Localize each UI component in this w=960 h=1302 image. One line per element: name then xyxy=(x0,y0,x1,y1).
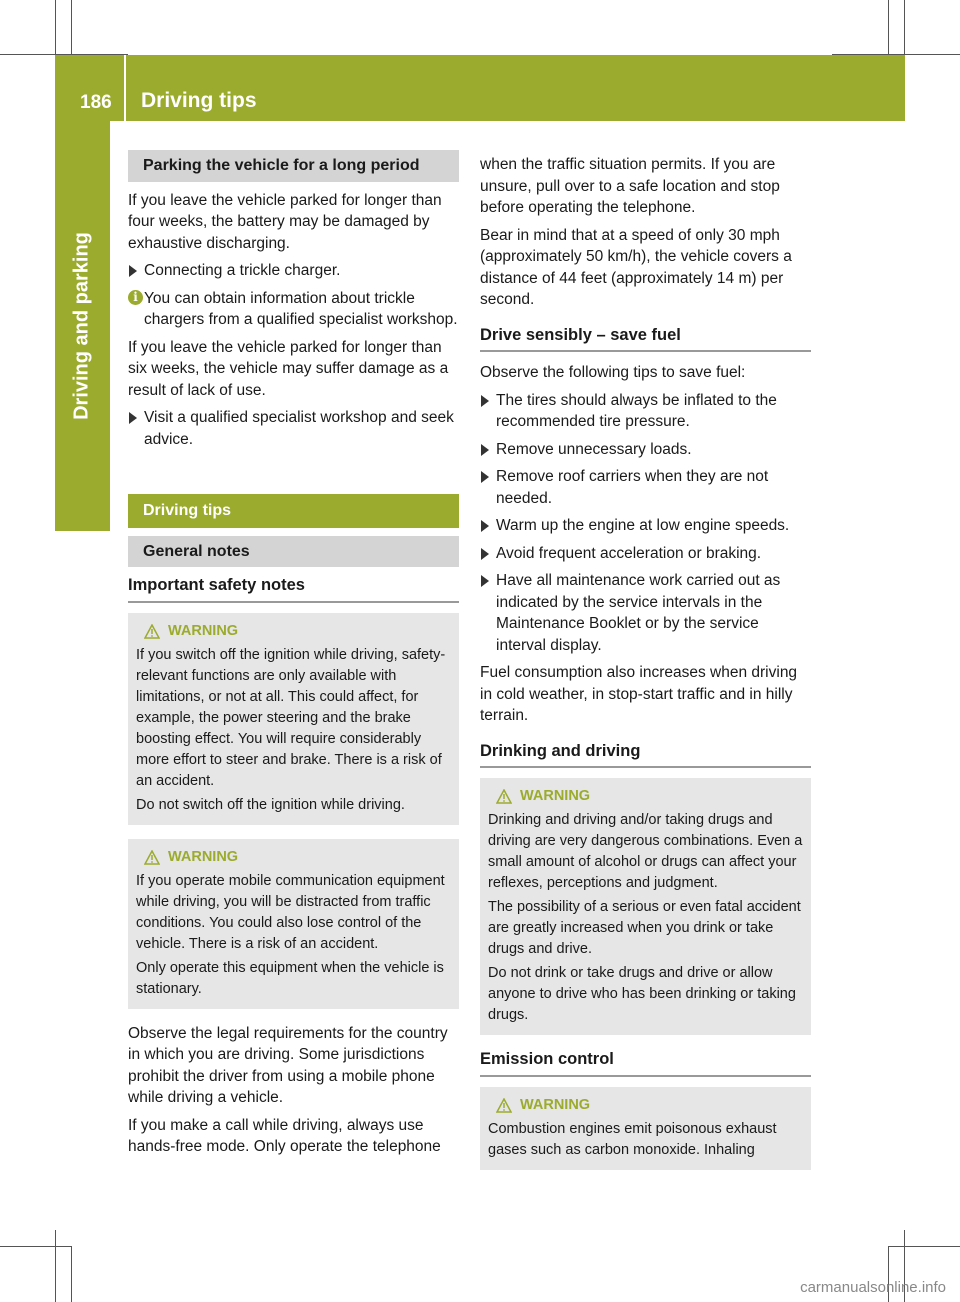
step-item xyxy=(480,466,811,509)
paragraph: If you make a call while driving, always use hands-free mode. Only operate the telephone xyxy=(128,1116,441,1155)
subheading-save-fuel: Drive sensibly – save fuel xyxy=(480,325,811,353)
paragraph: when the traffic situation permits. If you are unsure, pull over to a safe location and stop before operating the telephone. xyxy=(480,156,780,216)
warning-box xyxy=(128,839,459,1009)
section-heading-parking: Parking the vehicle for a long period xyxy=(128,150,459,182)
step-item xyxy=(480,439,811,461)
watermark: carmanualsonline.info xyxy=(800,1279,946,1296)
warning-text: Do not switch off the ignition while driving. xyxy=(136,796,405,813)
warning-title xyxy=(488,786,803,807)
crop-mark xyxy=(888,0,889,55)
warning-box xyxy=(128,613,459,825)
side-tab-label: Driving and parking xyxy=(70,232,93,420)
warning-text: If you operate mobile communication equipment while driving, you will be distracted from traffic conditions. You could also lose control of the vehicle. There is a risk of an accident. xyxy=(136,872,445,952)
section-heading-general-notes: General notes xyxy=(128,536,459,568)
step-item xyxy=(128,407,459,450)
warning-text: Combustion engines emit poisonous exhaust gases such as carbon monoxide. Inhaling xyxy=(488,1120,777,1158)
page-title: Driving tips xyxy=(141,89,257,112)
left-column xyxy=(128,150,459,1164)
warning-label: WARNING xyxy=(520,1096,591,1113)
step-text: Visit a qualified specialist workshop and seek advice. xyxy=(144,409,454,448)
step-item xyxy=(480,390,811,433)
warning-triangle-icon xyxy=(144,850,160,865)
step-item xyxy=(480,570,811,656)
step-item xyxy=(480,515,811,537)
step-item xyxy=(128,260,459,282)
step-text: Avoid frequent acceleration or braking. xyxy=(496,544,762,562)
step-text: Have all maintenance work carried out as indicated by the service intervals in the Maintenance Booklet or by the service interval display. xyxy=(496,572,781,654)
crop-mark xyxy=(55,1230,56,1302)
paragraph: If you leave the vehicle parked for longer than six weeks, the vehicle may suffer damage as a result of lack of use. xyxy=(128,338,449,399)
paragraph: If you leave the vehicle parked for longer than four weeks, the battery may be damaged by exhaustive discharging. xyxy=(128,191,442,252)
crop-mark xyxy=(888,1246,960,1247)
info-text: You can obtain information about trickle chargers from a qualified specialist workshop. xyxy=(144,289,458,328)
warning-triangle-icon xyxy=(496,789,512,804)
warning-text: If you switch off the ignition while driving, safety-relevant functions are only available with limitations, or not at all. This could affect, for example, the power steering and the brake boosting effect. You will require considerably more effort to steer and brake. There is a risk of an accident. xyxy=(136,646,446,789)
page-number: 186 xyxy=(80,92,112,113)
subheading-safety-notes: Important safety notes xyxy=(128,575,459,603)
crop-mark xyxy=(71,0,72,55)
warning-box xyxy=(480,1087,811,1170)
subheading-drinking-driving: Drinking and driving xyxy=(480,741,811,769)
chapter-heading-driving-tips: Driving tips xyxy=(128,494,459,528)
crop-mark xyxy=(71,1246,72,1302)
warning-label: WARNING xyxy=(168,622,239,639)
warning-triangle-icon xyxy=(496,1098,512,1113)
warning-label: WARNING xyxy=(168,848,239,865)
paragraph: Fuel consumption also increases when driving in cold weather, in stop-start traffic and in hilly terrain. xyxy=(480,664,798,724)
info-icon: i xyxy=(128,290,143,305)
warning-text: The possibility of a serious or even fatal accident are greatly increased when you drink or take drugs and drive. xyxy=(488,899,801,957)
warning-title xyxy=(136,847,451,868)
right-column xyxy=(480,154,811,1184)
step-text: The tires should always be inflated to the recommended tire pressure. xyxy=(496,391,777,430)
header-divider xyxy=(124,55,126,121)
warning-text: Only operate this equipment when the vehicle is stationary. xyxy=(136,959,444,997)
paragraph: Observe the following tips to save fuel: xyxy=(480,364,746,381)
paragraph: Bear in mind that at a speed of only 30 mph (approximately 50 km/h), the vehicle covers a distance of 44 feet (approximately 14 m) per second. xyxy=(480,226,792,308)
warning-text: Do not drink or take drugs and drive or allow anyone to drive who has been drinking or taking drugs. xyxy=(488,965,796,1023)
step-text: Connecting a trickle charger. xyxy=(144,262,341,279)
crop-mark xyxy=(0,1246,72,1247)
subheading-emission-control: Emission control xyxy=(480,1049,811,1077)
warning-label: WARNING xyxy=(520,788,591,804)
warning-box xyxy=(480,778,811,1035)
step-text: Remove roof carriers when they are not needed. xyxy=(496,468,769,507)
warning-title xyxy=(488,1095,803,1116)
step-text: Warm up the engine at low engine speeds. xyxy=(496,517,790,534)
warning-text: Drinking and driving and/or taking drugs and driving are very dangerous combinations. Even a small amount of alcohol or drugs can affect your reflexes, perceptions and judgment. xyxy=(488,812,803,891)
step-text: Remove unnecessary loads. xyxy=(496,440,692,458)
paragraph: Observe the legal requirements for the country in which you are driving. Some jurisdictions prohibit the driver from using a mobile phone while driving a vehicle. xyxy=(128,1024,448,1106)
warning-triangle-icon xyxy=(144,624,160,639)
info-note xyxy=(128,288,459,331)
warning-title xyxy=(136,621,451,642)
step-item xyxy=(480,543,811,565)
